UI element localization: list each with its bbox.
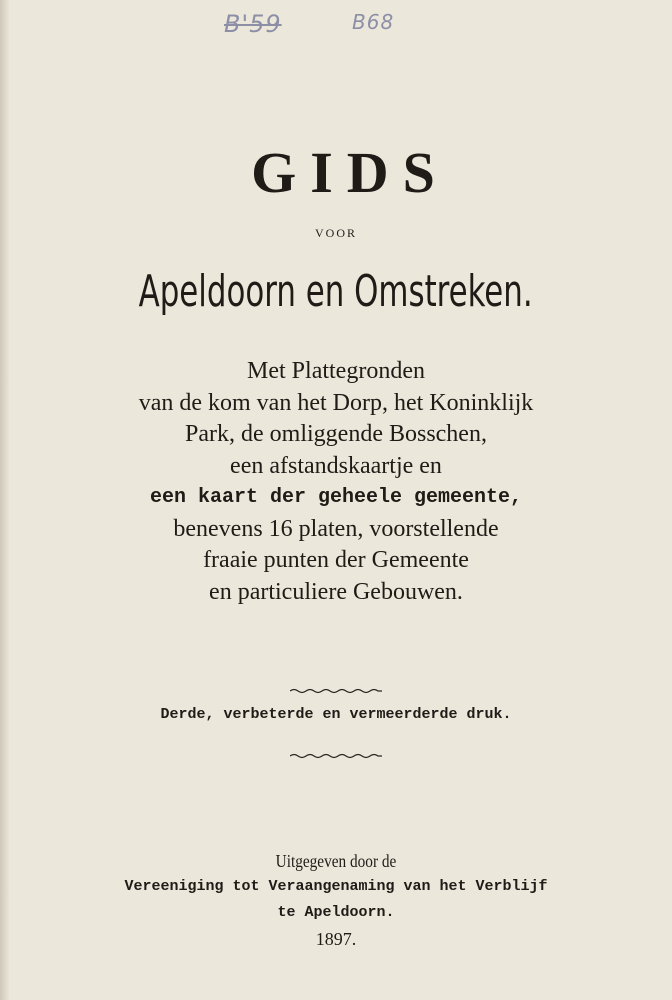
place-title: [0, 262, 672, 322]
publisher-block: [0, 848, 672, 952]
wavy-rule-icon: [290, 687, 382, 695]
main-title: GIDS: [251, 140, 449, 205]
description-line-emphasis: een kaart der geheele gemeente,: [149, 486, 523, 509]
description-line: benevens 16 platen, voorstellende: [173, 515, 499, 542]
publisher-name: Vereeniging tot Veraangenaming van het Verblijf: [124, 878, 548, 895]
description-line: een afstandskaartje en: [230, 452, 442, 479]
title-connector: VOOR: [314, 226, 357, 240]
description: [0, 356, 672, 608]
description-line: Met Plattegronden: [247, 358, 425, 384]
publication-year: 1897.: [315, 929, 357, 949]
publisher-line: [0, 848, 672, 874]
description-line: Park, de omliggende Bosschen,: [185, 421, 487, 447]
ornament-rule-bottom: [0, 747, 672, 765]
wavy-rule-icon: [290, 752, 382, 760]
handwritten-annotation-left: B'59: [224, 10, 282, 38]
publisher-intro: Uitgegeven door de: [275, 851, 397, 871]
place-title-text: Apeldoorn en Omstreken.: [138, 266, 534, 317]
description-line: van de kom van het Dorp, het Koninklijk: [138, 389, 534, 416]
description-line: fraaie punten der Gemeente: [203, 547, 469, 573]
ornament-rule-top: [0, 682, 672, 700]
description-line: en particuliere Gebouwen.: [209, 578, 463, 605]
handwritten-annotation-right: B68: [352, 10, 395, 34]
edition-statement: Derde, verbeterde en vermeerderde druk.: [160, 706, 512, 723]
publisher-place: te Apeldoorn.: [277, 904, 395, 921]
